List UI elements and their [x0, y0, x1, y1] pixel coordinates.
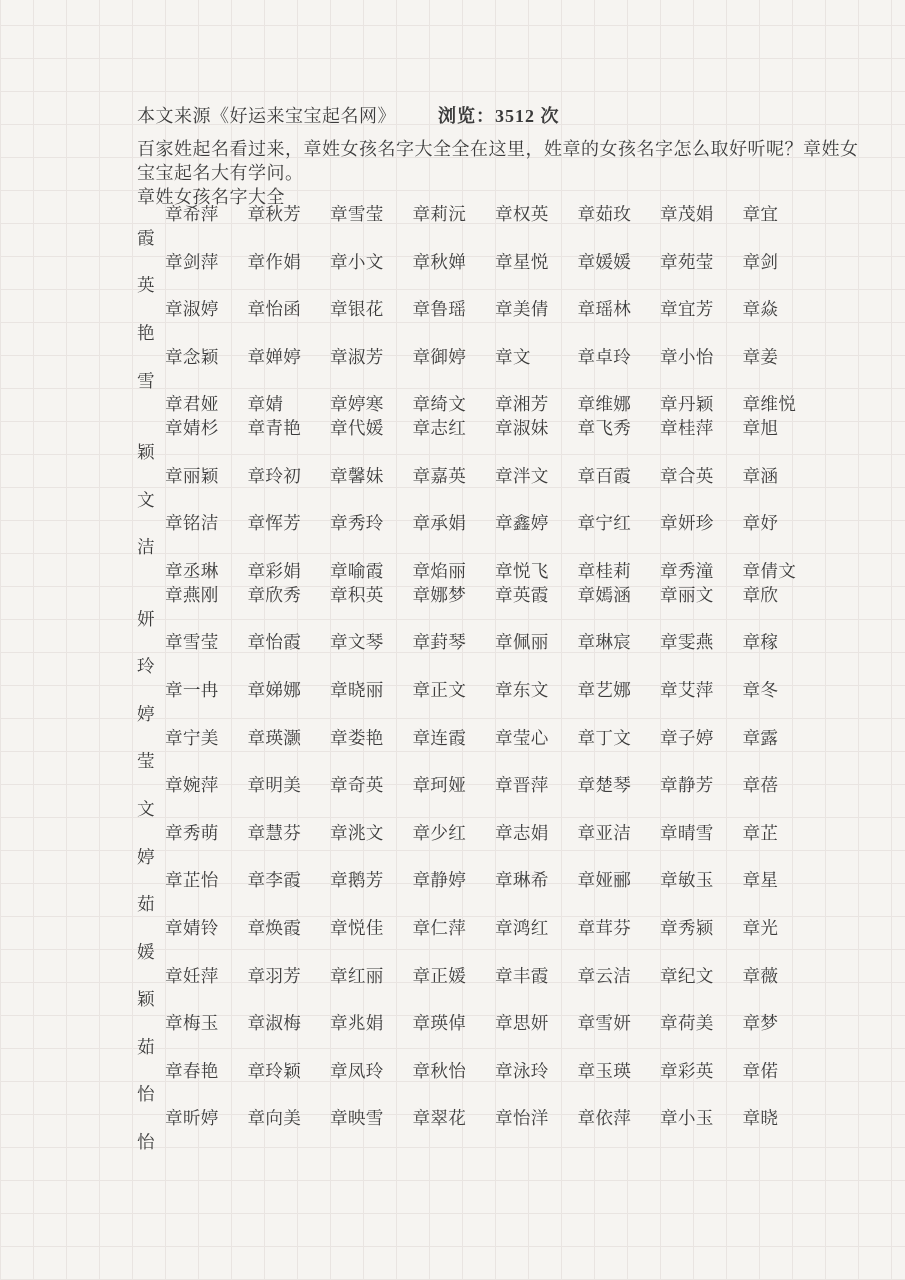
name-item: 章文	[495, 346, 531, 367]
name-item: 章秋怡	[412, 1060, 467, 1081]
name-item: 章婧	[247, 394, 284, 415]
name-item: 章绮文	[412, 394, 467, 415]
name-item: 章倩文	[742, 560, 797, 581]
name-item: 章雪莹	[330, 204, 384, 224]
name-row	[137, 679, 797, 703]
name-row-overflow	[137, 703, 797, 727]
name-item: 章代媛	[330, 418, 384, 439]
name-item: 章小玉	[660, 1108, 714, 1129]
name-item: 章薇	[742, 965, 779, 986]
name-item: 章红丽	[330, 965, 384, 986]
name-item: 章葑琴	[412, 632, 467, 653]
name-item: 章青艳	[247, 418, 302, 439]
name-item: 章怡函	[247, 299, 302, 320]
name-row-overflow	[137, 1083, 797, 1107]
name-row	[137, 346, 797, 370]
name-item: 章芷怡	[165, 870, 219, 891]
name-item: 章明美	[247, 775, 302, 796]
name-list	[137, 203, 797, 1155]
name-item: 章偌	[742, 1060, 779, 1081]
name-item: 章嫣涵	[577, 584, 632, 605]
name-overflow-char: 颖	[137, 989, 155, 1010]
name-item: 章昕婷	[165, 1108, 219, 1129]
name-row	[137, 417, 797, 441]
name-item: 章东文	[495, 679, 549, 700]
name-item: 章秋芳	[247, 204, 302, 224]
name-item: 章翠花	[412, 1108, 467, 1129]
name-item: 章念颖	[165, 346, 219, 367]
name-item: 章桂萍	[660, 418, 714, 439]
name-item: 章英霞	[495, 584, 549, 605]
name-overflow-char: 霞	[137, 227, 155, 248]
name-item: 章雪妍	[577, 1013, 632, 1034]
name-item: 章琳希	[495, 870, 549, 891]
name-item: 章奇英	[330, 775, 384, 796]
name-item: 章婧铃	[165, 917, 219, 938]
name-row	[137, 393, 797, 417]
name-item: 章一冉	[165, 679, 219, 700]
name-item: 章梅玉	[165, 1013, 219, 1034]
name-item: 章依萍	[577, 1108, 632, 1129]
name-item: 章小文	[330, 251, 384, 272]
name-item: 章娣娜	[247, 679, 302, 700]
name-item: 章兆娟	[330, 1013, 384, 1034]
name-overflow-char: 婷	[137, 846, 155, 867]
name-item: 章莉沅	[412, 204, 467, 224]
name-item: 章银花	[330, 299, 384, 320]
name-row-overflow	[137, 370, 797, 394]
name-item: 章美倩	[495, 299, 549, 320]
name-row-overflow	[137, 608, 797, 632]
name-overflow-char: 茹	[137, 1036, 155, 1057]
name-item: 章积英	[330, 584, 384, 605]
name-item: 章晓	[742, 1108, 779, 1129]
name-item: 章瑛倬	[412, 1013, 467, 1034]
name-item: 章晋萍	[495, 775, 549, 796]
name-overflow-char: 妍	[137, 608, 155, 629]
name-item: 章向美	[247, 1108, 302, 1129]
name-item: 章悦佳	[330, 917, 384, 938]
name-item: 章秀萌	[165, 822, 219, 843]
name-item: 章鑫婷	[495, 513, 549, 534]
name-item: 章铭洁	[165, 513, 219, 534]
name-item: 章茸芬	[577, 917, 632, 938]
name-item: 章正文	[412, 679, 467, 700]
name-row	[137, 869, 797, 893]
name-overflow-char: 雪	[137, 370, 155, 391]
name-item: 章妤	[742, 513, 779, 534]
name-item: 章晴雪	[660, 822, 714, 843]
name-row	[137, 203, 797, 227]
name-item: 章淑梅	[247, 1013, 302, 1034]
name-item: 章鸿红	[495, 917, 549, 938]
name-item: 章雯燕	[660, 632, 714, 653]
intro-paragraph-line-2: 宝宝起名大有学问。	[137, 163, 304, 183]
name-item: 章欣	[742, 584, 779, 605]
name-row-overflow	[137, 1131, 797, 1155]
name-item: 章维娜	[577, 394, 632, 415]
name-item: 章光	[742, 917, 779, 938]
name-item: 章琳宸	[577, 632, 632, 653]
name-row	[137, 822, 797, 846]
name-item: 章桂莉	[577, 560, 632, 581]
name-item: 章娅郦	[577, 870, 632, 891]
name-item: 章李霞	[247, 870, 302, 891]
name-row	[137, 584, 797, 608]
name-row	[137, 1060, 797, 1084]
name-row	[137, 1012, 797, 1036]
name-item: 章宜芳	[660, 299, 714, 320]
name-item: 章婵婷	[247, 346, 302, 367]
name-item: 章茂娟	[660, 204, 714, 224]
name-item: 章宜	[742, 204, 779, 224]
name-item: 章凤玲	[330, 1060, 384, 1081]
name-item: 章静芳	[660, 775, 714, 796]
name-row	[137, 727, 797, 751]
name-item: 章佩丽	[495, 632, 549, 653]
name-item: 章媛媛	[577, 251, 632, 272]
name-item: 章淑芳	[330, 346, 384, 367]
name-item: 章仁萍	[412, 917, 467, 938]
name-row-overflow	[137, 1036, 797, 1060]
name-row-overflow	[137, 489, 797, 513]
name-item: 章娄艳	[330, 727, 384, 748]
name-item: 章梦	[742, 1013, 779, 1034]
name-item: 章正媛	[412, 965, 467, 986]
name-overflow-char: 英	[137, 275, 155, 296]
name-row	[137, 965, 797, 989]
name-item: 章娜梦	[412, 584, 467, 605]
name-item: 章志红	[412, 418, 467, 439]
name-item: 章楚琴	[577, 775, 632, 796]
name-overflow-char: 怡	[137, 1084, 155, 1105]
name-item: 章宁美	[165, 727, 219, 748]
name-item: 章星悦	[495, 251, 549, 272]
name-item: 章云洁	[577, 965, 632, 986]
views-count: 浏览：3512 次	[438, 106, 560, 126]
name-item: 章燕刚	[165, 584, 219, 605]
name-item: 章荷美	[660, 1013, 714, 1034]
name-item: 章芷	[742, 822, 779, 843]
name-item: 章泳玲	[495, 1060, 549, 1081]
name-item: 章婷寒	[330, 394, 384, 415]
name-item: 章丞琳	[165, 560, 219, 581]
name-item: 章子婷	[660, 727, 714, 748]
name-row	[137, 631, 797, 655]
name-item: 章秀颍	[660, 917, 714, 938]
name-item: 章稼	[742, 632, 779, 653]
name-item: 章雪莹	[165, 632, 219, 653]
name-item: 章静婷	[412, 870, 467, 891]
name-item: 章星	[742, 870, 779, 891]
name-item: 章湘芳	[495, 394, 549, 415]
name-item: 章艾萍	[660, 679, 714, 700]
name-item: 章彩娟	[247, 560, 302, 581]
name-item: 章权英	[495, 204, 549, 224]
name-row-overflow	[137, 941, 797, 965]
name-item: 章百霞	[577, 465, 632, 486]
name-item: 章鲁瑶	[412, 299, 467, 320]
name-item: 章映雪	[330, 1108, 384, 1129]
name-item: 章玲颖	[247, 1060, 302, 1081]
name-row-overflow	[137, 227, 797, 251]
name-overflow-char: 艳	[137, 322, 155, 343]
name-row	[137, 298, 797, 322]
name-item: 章洮文	[330, 822, 384, 843]
name-row-overflow	[137, 988, 797, 1012]
name-item: 章怡洋	[495, 1108, 549, 1129]
name-item: 章焰丽	[412, 560, 467, 581]
name-item: 章秀潼	[660, 560, 714, 581]
name-item: 章姜	[742, 346, 779, 367]
name-item: 章珂娅	[412, 775, 467, 796]
name-overflow-char: 文	[137, 798, 155, 819]
name-item: 章飞秀	[577, 418, 632, 439]
name-item: 章泮文	[495, 465, 549, 486]
name-item: 章慧芬	[247, 822, 302, 843]
name-overflow-char: 茹	[137, 894, 155, 915]
name-item: 章瑛灏	[247, 727, 302, 748]
name-item: 章纪文	[660, 965, 714, 986]
name-item: 章玉瑛	[577, 1060, 632, 1081]
name-item: 章剑	[742, 251, 779, 272]
name-item: 章志娟	[495, 822, 549, 843]
name-row-overflow	[137, 322, 797, 346]
name-row-overflow	[137, 798, 797, 822]
name-item: 章妊萍	[165, 965, 219, 986]
name-item: 章亚洁	[577, 822, 632, 843]
name-overflow-char: 媛	[137, 941, 155, 962]
name-item: 章妍珍	[660, 513, 714, 534]
name-item: 章馨妹	[330, 465, 384, 486]
name-item: 章茹玫	[577, 204, 632, 224]
name-row	[137, 512, 797, 536]
name-item: 章喻霞	[330, 560, 384, 581]
name-item: 章君娅	[165, 394, 219, 415]
name-item: 章秀玲	[330, 513, 384, 534]
name-item: 章婉萍	[165, 775, 219, 796]
name-item: 章焕霞	[247, 917, 302, 938]
name-overflow-char: 婷	[137, 703, 155, 724]
name-item: 章春艳	[165, 1060, 219, 1081]
name-item: 章合英	[660, 465, 714, 486]
name-item: 章宁红	[577, 513, 632, 534]
name-item: 章艺娜	[577, 679, 632, 700]
name-item: 章莹心	[495, 727, 549, 748]
name-overflow-char: 颖	[137, 441, 155, 462]
name-row	[137, 560, 797, 584]
name-item: 章文琴	[330, 632, 384, 653]
name-item: 章御婷	[412, 346, 467, 367]
name-item: 章晓丽	[330, 679, 384, 700]
name-item: 章婧杉	[165, 418, 219, 439]
name-item: 章希萍	[165, 204, 219, 224]
name-item: 章丰霞	[495, 965, 549, 986]
name-item: 章淑妹	[495, 418, 549, 439]
name-item: 章丽文	[660, 584, 714, 605]
name-item: 章嘉英	[412, 465, 467, 486]
name-item: 章淑婷	[165, 299, 219, 320]
name-item: 章丹颖	[660, 394, 714, 415]
name-item: 章丁文	[577, 727, 632, 748]
name-item: 章羽芳	[247, 965, 302, 986]
section-title: 章姓女孩名字大全	[137, 187, 285, 207]
source-label: 本文来源《好运来宝宝起名网》	[137, 106, 396, 126]
name-item: 章秋婵	[412, 251, 467, 272]
name-item: 章旭	[742, 418, 779, 439]
name-row	[137, 465, 797, 489]
name-item: 章剑萍	[165, 251, 219, 272]
name-item: 章玲初	[247, 465, 302, 486]
name-item: 章思妍	[495, 1013, 549, 1034]
name-item: 章露	[742, 727, 779, 748]
name-item: 章怡霞	[247, 632, 302, 653]
name-item: 章承娟	[412, 513, 467, 534]
name-row-overflow	[137, 750, 797, 774]
name-overflow-char: 莹	[137, 751, 155, 772]
name-row	[137, 774, 797, 798]
name-item: 章蓓	[742, 775, 779, 796]
name-item: 章丽颖	[165, 465, 219, 486]
name-row	[137, 917, 797, 941]
name-item: 章苑莹	[660, 251, 714, 272]
name-item: 章作娟	[247, 251, 302, 272]
name-overflow-char: 玲	[137, 656, 155, 677]
name-row-overflow	[137, 893, 797, 917]
name-item: 章恽芳	[247, 513, 302, 534]
name-row-overflow	[137, 441, 797, 465]
name-row	[137, 1107, 797, 1131]
name-item: 章小怡	[660, 346, 714, 367]
name-item: 章焱	[742, 299, 779, 320]
name-item: 章维悦	[742, 394, 797, 415]
name-row-overflow	[137, 655, 797, 679]
name-item: 章悦飞	[495, 560, 549, 581]
name-overflow-char: 怡	[137, 1132, 155, 1153]
name-item: 章敏玉	[660, 870, 714, 891]
name-row-overflow	[137, 846, 797, 870]
name-item: 章卓玲	[577, 346, 632, 367]
name-item: 章少红	[412, 822, 467, 843]
name-item: 章欣秀	[247, 584, 302, 605]
name-item: 章鹅芳	[330, 870, 384, 891]
name-item: 章涵	[742, 465, 779, 486]
name-item: 章彩英	[660, 1060, 714, 1081]
name-overflow-char: 洁	[137, 537, 155, 558]
name-row	[137, 251, 797, 275]
name-overflow-char: 文	[137, 489, 155, 510]
intro-paragraph-line-1: 百家姓起名看过来，章姓女孩名字大全全在这里，姓章的女孩名字怎么取好听呢？章姓女	[137, 139, 859, 159]
source-line	[137, 104, 560, 128]
name-row-overflow	[137, 536, 797, 560]
name-item: 章连霞	[412, 727, 467, 748]
name-item: 章冬	[742, 679, 779, 700]
name-row-overflow	[137, 274, 797, 298]
name-item: 章瑶林	[577, 299, 632, 320]
